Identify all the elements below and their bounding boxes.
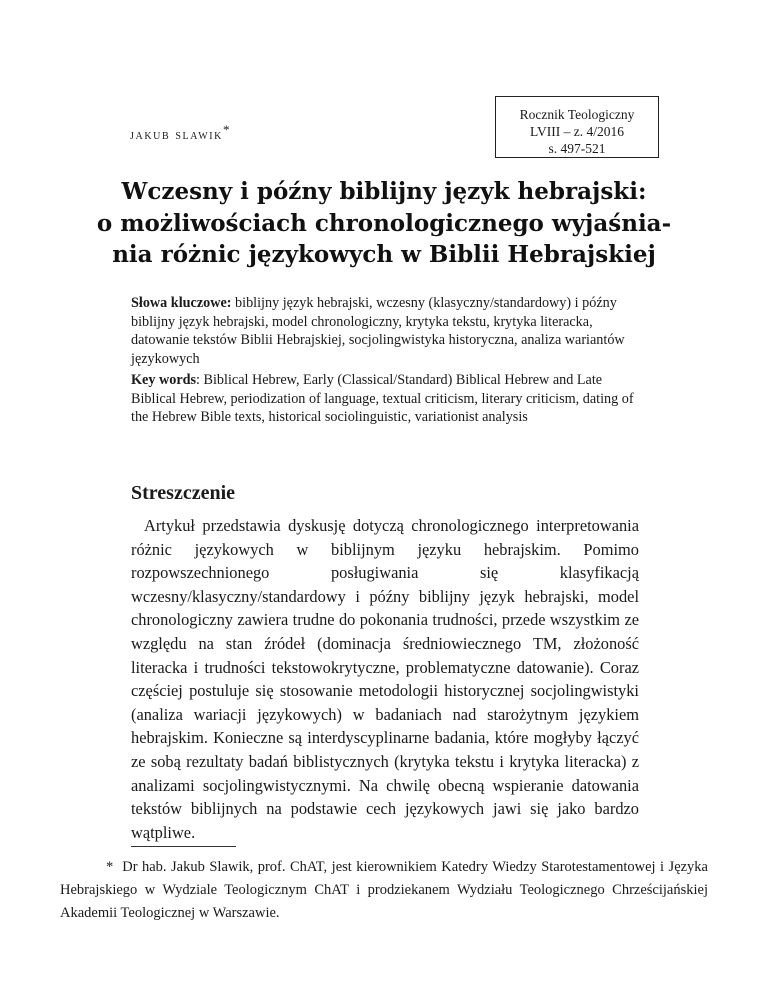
title-line-2: o możliwościach chronologicznego wyjaśnia- [96,209,672,237]
keywords-english-label: Key words [131,372,197,388]
keywords-english-text: : Biblical Hebrew, Early (Classical/Standard) Biblical Hebrew and Late Biblical Hebrew, periodization of language, textual criticism, literary criticism, dating of the Hebrew Bible texts, historical sociolinguistic, variationist analysis [131,372,634,425]
author-footnote-mark: * [223,122,230,137]
keywords-polish-label: Słowa kluczowe: [131,295,232,311]
journal-name: Rocznik Teologiczny [519,107,635,122]
author-footnote [60,856,708,925]
journal-volume: LVIII – z. 4/2016 [530,124,624,139]
abstract-heading: Streszczenie [131,482,236,504]
article-title [60,176,708,271]
journal-info-box [495,96,659,158]
abstract-text: Artykuł przedstawia dyskusję dotyczą chronologicznego interpretowania różnic językowych w biblijnym języku hebrajskim. Pomimo rozpowszechnionego posługiwania się klasyfikacją wczesny/klasyczny/standardowy i późny biblijny język hebrajski, model chronologiczny zawiera trudne do pokonania trudności, przede wszystkim ze względu na stan źródeł (dominacja średniowiecznego TM, złożoność literacka i trudności tekstowokrytyczne, problematyczne datowanie). Coraz częściej postuluje się stosowanie metodologii historycznej socjolingwistyki (analiza wariacji językowych) w badaniach nad starożytnym językiem hebrajskim. Konieczne są interdyscyplinarne badania, które mogłyby łączyć ze sobą rezultaty badań biblistycznych (krytyka tekstu i krytyka literacka) z analizami socjolingwistycznymi. Na chwilę obecną wspieranie datowania tekstów biblijnych na podstawie cech językowych jawi się jako bardzo wątpliwe. [131,516,639,842]
author-name: jakub slawik [130,128,224,143]
title-line-1: Wczesny i późny biblijny język hebrajski: [121,178,647,205]
author-line [130,122,230,144]
footnote-text: Dr hab. Jakub Slawik, prof. ChAT, jest kierownikiem Katedry Wiedzy Starotestamentowej i Języka Hebrajskiego w Wydziale Teologicznym ChAT i prodziekanem Wydziału Teologicznego Chrześcijańskiej Akademii Teologicznej w Warszawie. [60,859,708,921]
keywords-section [131,294,639,427]
keywords-english [131,371,639,427]
journal-pages: s. 497-521 [548,141,606,156]
footnote-mark: * [106,859,114,875]
keywords-polish [131,294,639,368]
keywords-polish-text: biblijny język hebrajski, wczesny (klasyczny/standardowy) i późny biblijny język hebrajski, model chronologiczny, krytyka tekstu, krytyka literacka, datowanie tekstów Biblii Hebrajskiej, socjolingwistyka historyczna, analiza wariantów językowych [131,295,625,367]
title-line-3: nia różnic językowych w Biblii Hebrajskiej [112,241,656,268]
footnote-divider [131,846,236,847]
